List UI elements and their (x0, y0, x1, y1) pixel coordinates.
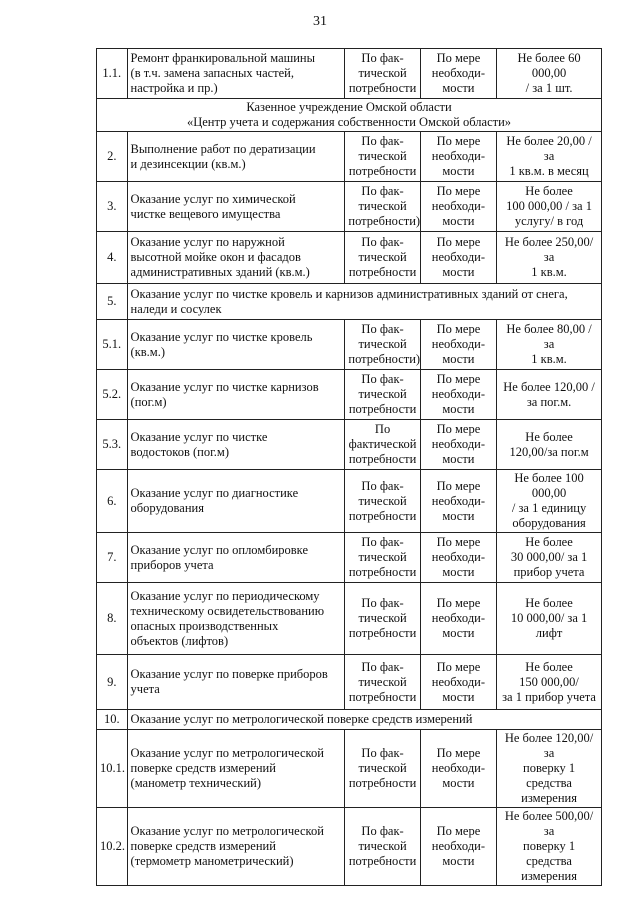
service-frequency-line: необходи- (431, 437, 486, 451)
service-price (497, 182, 602, 232)
service-price-line: 1 кв.м. (531, 352, 567, 366)
service-name-line: Оказание услуг по опломбировке (130, 542, 308, 557)
service-volume-line: По фак- (361, 535, 404, 549)
service-name (127, 370, 345, 420)
organization-name-line: «Центр учета и содержания собственности Омской области» (186, 115, 512, 129)
service-frequency (420, 655, 496, 710)
service-volume (345, 533, 420, 583)
service-name-line: настройка и пр.) (130, 81, 218, 95)
table-row (97, 655, 602, 710)
service-volume (345, 49, 420, 99)
service-volume-line: потребности (348, 265, 417, 279)
service-frequency-line: необходи- (431, 149, 486, 163)
service-volume-line: По фак- (361, 659, 404, 674)
service-name-line: поверке средств измерений (130, 761, 276, 775)
service-frequency (420, 420, 496, 470)
service-name-line: Выполнение работ по дератизации (130, 141, 316, 156)
service-volume-line: потребности (348, 81, 417, 95)
service-frequency-line: необходи- (431, 674, 486, 689)
row-number: 7. (97, 533, 128, 583)
service-volume (345, 583, 420, 655)
service-price (497, 420, 602, 470)
service-volume-line: потребности (348, 452, 417, 466)
service-price-line: измерения (521, 869, 577, 883)
service-price-line: поверку 1 средства (523, 839, 576, 868)
service-name-line: водостоков (пог.м) (130, 444, 229, 459)
services-table (96, 48, 602, 886)
table-row (97, 132, 602, 182)
service-volume-line: По фак- (361, 51, 404, 65)
service-frequency-line: необходи- (431, 337, 486, 351)
service-frequency-line: По мере (436, 535, 481, 549)
service-frequency-line: По мере (436, 824, 481, 838)
service-price-line: поверку 1 средства (523, 761, 576, 790)
service-name-line: учета (130, 682, 160, 696)
service-frequency-line: мости (442, 164, 475, 178)
table-row (97, 370, 602, 420)
service-price-line: Не более 120,00 / (503, 379, 595, 394)
service-frequency-line: необходи- (431, 839, 486, 853)
row-number: 10. (97, 710, 128, 730)
service-price-line: 1 кв.м. (531, 265, 567, 279)
service-volume-line: потребности (348, 508, 417, 523)
table-row (97, 730, 602, 808)
service-frequency-line: По мере (436, 235, 481, 249)
service-volume-line: тической (358, 611, 407, 625)
service-price-line: 10 000,00/ за 1 (510, 611, 588, 625)
service-price-line: Не более (525, 659, 573, 674)
service-name (127, 655, 345, 710)
service-volume-line: тической (358, 387, 407, 401)
service-price (497, 808, 602, 886)
service-price (497, 583, 602, 655)
service-name (127, 730, 345, 808)
service-volume-line: тической (358, 149, 407, 163)
service-frequency-line: По мере (436, 596, 481, 610)
service-price-line: лифт (535, 626, 563, 640)
service-price-line: оборудования (512, 516, 586, 530)
service-volume-line: По фак- (361, 478, 404, 493)
service-frequency-line: мости (442, 452, 475, 466)
service-name-line: (манометр технический) (130, 776, 261, 790)
service-price-line: 120,00/за пог.м (509, 444, 589, 459)
service-price-line: Не более 100 000,00 (514, 471, 584, 500)
service-name-line: поверке средств измерений (130, 839, 276, 853)
service-price-line: / за 1 шт. (525, 81, 573, 95)
service-volume-line: потребности (348, 689, 417, 704)
service-price-line: Не более (525, 535, 573, 549)
service-volume-line: фактической (348, 437, 417, 451)
service-name-line: (в т.ч. замена запасных частей, (130, 66, 294, 80)
service-frequency-line: мости (442, 776, 475, 790)
service-volume-line: потребности (348, 626, 417, 640)
service-price-line: Не более 80,00 / за (506, 322, 592, 351)
service-frequency-line: необходи- (431, 761, 486, 775)
service-volume (345, 470, 420, 533)
service-name (127, 232, 345, 284)
service-volume-line: По фак- (361, 235, 404, 249)
row-number: 4. (97, 232, 128, 284)
table-row (97, 49, 602, 99)
service-frequency-line: мости (442, 402, 475, 416)
service-frequency-line: мости (442, 265, 475, 279)
service-frequency-line: мости (442, 854, 475, 868)
row-number: 5.1. (97, 320, 128, 370)
service-volume-line: По (374, 422, 391, 436)
service-volume-line: По фак- (361, 322, 404, 336)
service-frequency-line: необходи- (431, 611, 486, 625)
service-name (127, 320, 345, 370)
table-row (97, 470, 602, 533)
service-name-line: Оказание услуг по наружной (130, 235, 285, 249)
service-frequency-line: мости (442, 565, 475, 579)
service-price-line: 100 000,00 / за 1 (506, 199, 592, 213)
table-row (97, 533, 602, 583)
service-volume (345, 655, 420, 710)
service-volume-line: потребности (348, 854, 417, 868)
service-volume (345, 730, 420, 808)
service-volume-line: По фак- (361, 134, 404, 148)
service-price (497, 132, 602, 182)
service-price-line: 150 000,00/ (519, 674, 579, 689)
service-name (127, 132, 345, 182)
service-frequency-line: мости (442, 626, 475, 640)
service-volume-line: потребности (348, 565, 417, 579)
service-name-line: (пог.м) (130, 394, 167, 409)
service-price-line: Не более 250,00/ за (504, 235, 594, 264)
section-row (97, 284, 602, 320)
service-frequency (420, 533, 496, 583)
service-frequency (420, 49, 496, 99)
service-volume (345, 320, 420, 370)
service-volume-line: По фак- (361, 372, 404, 386)
service-name (127, 182, 345, 232)
row-number: 1.1. (97, 49, 128, 99)
service-name-line: Ремонт франкировальной машины (130, 51, 316, 65)
service-name-line: приборов учета (130, 557, 214, 572)
service-price (497, 655, 602, 710)
service-frequency (420, 232, 496, 284)
service-frequency-line: По мере (436, 422, 481, 436)
service-volume-line: тической (358, 761, 407, 775)
table-row (97, 420, 602, 470)
service-frequency-line: мости (442, 214, 475, 228)
service-name (127, 420, 345, 470)
service-volume (345, 420, 420, 470)
service-frequency-line: По мере (436, 746, 481, 760)
service-frequency-line: По мере (436, 659, 481, 674)
service-volume-line: тической (358, 839, 407, 853)
service-name-line: Оказание услуг по чистке карнизов (130, 379, 319, 394)
service-frequency (420, 470, 496, 533)
service-price-line: за 1 прибор учета (502, 689, 596, 704)
service-name (127, 583, 345, 655)
service-name-line: оборудования (130, 501, 204, 515)
organization-name-line: Казенное учреждение Омской области (246, 100, 452, 114)
service-price-line: 30 000,00/ за 1 (510, 550, 588, 564)
service-frequency (420, 808, 496, 886)
service-name-line: административных зданий (кв.м.) (130, 265, 310, 279)
service-frequency-line: мости (442, 352, 475, 366)
service-volume-line: По фак- (361, 824, 404, 838)
service-frequency (420, 370, 496, 420)
organization-header-row (97, 99, 602, 132)
service-volume-line: потребности) (348, 214, 421, 228)
service-frequency-line: необходи- (431, 66, 486, 80)
service-frequency (420, 182, 496, 232)
row-number: 10.2. (97, 808, 128, 886)
service-frequency (420, 583, 496, 655)
service-price-line: Не более 120,00/ за (504, 731, 594, 760)
service-name-line: Оказание услуг по метрологической (130, 746, 324, 760)
service-frequency-line: По мере (436, 184, 481, 198)
service-frequency-line: необходи- (431, 387, 486, 401)
service-volume-line: По фак- (361, 746, 404, 760)
service-volume-line: По фак- (361, 184, 404, 198)
service-volume-line: По фак- (361, 596, 404, 610)
service-frequency-line: По мере (436, 372, 481, 386)
service-price (497, 370, 602, 420)
service-name (127, 49, 345, 99)
service-name-line: Оказание услуг по поверке приборов (130, 667, 328, 681)
table-row (97, 182, 602, 232)
table-row (97, 320, 602, 370)
service-frequency-line: необходи- (431, 199, 486, 213)
service-price-line: измерения (521, 791, 577, 805)
service-frequency (420, 730, 496, 808)
service-volume-line: тической (358, 337, 407, 351)
service-volume (345, 182, 420, 232)
row-number: 5.3. (97, 420, 128, 470)
service-frequency-line: необходи- (431, 250, 486, 264)
service-name-line: и дезинсекции (кв.м.) (130, 156, 246, 171)
service-price-line: Не более (525, 184, 573, 198)
service-volume-line: потребности (348, 402, 417, 416)
service-frequency-line: По мере (436, 322, 481, 336)
table-row (97, 808, 602, 886)
service-name-line: (кв.м.) (130, 344, 165, 359)
section-row (97, 710, 602, 730)
section-title-line: Оказание услуг по метрологической поверке средств измерений (130, 712, 473, 726)
service-price-line: Не более 500,00/ за (504, 809, 594, 838)
service-volume-line: потребности) (348, 352, 421, 366)
service-price (497, 232, 602, 284)
service-name-line: (термометр манометрический) (130, 854, 294, 868)
service-name-line: Оказание услуг по диагностике (130, 486, 299, 500)
section-title-line: Оказание услуг по чистке кровель и карнизов административных зданий от снега, (130, 286, 568, 301)
service-name (127, 533, 345, 583)
service-name-line: чистке вещевого имущества (130, 206, 281, 221)
row-number: 6. (97, 470, 128, 533)
service-volume-line: тической (358, 250, 407, 264)
row-number: 10.1. (97, 730, 128, 808)
section-title (127, 284, 601, 320)
service-price-line: Не более 60 000,00 (517, 51, 581, 80)
service-name (127, 470, 345, 533)
page-number: 31 (313, 14, 327, 29)
service-name (127, 808, 345, 886)
service-frequency-line: мости (442, 689, 475, 704)
table-row (97, 583, 602, 655)
service-volume (345, 370, 420, 420)
service-frequency-line: По мере (436, 134, 481, 148)
section-title (127, 710, 601, 730)
service-price-line: за пог.м. (526, 394, 572, 409)
service-name-line: высотной мойке окон и фасадов (130, 250, 301, 264)
row-number: 2. (97, 132, 128, 182)
service-price (497, 320, 602, 370)
service-volume-line: тической (358, 674, 407, 689)
service-price-line: прибор учета (513, 565, 585, 579)
service-name-line: Оказание услуг по периодическому (130, 588, 320, 603)
service-volume (345, 132, 420, 182)
service-name-line: Оказание услуг по метрологической (130, 824, 324, 838)
service-price (497, 730, 602, 808)
service-price-line: Не более (525, 596, 573, 610)
service-name-line: опасных производственных (130, 618, 279, 633)
service-volume-line: тической (358, 199, 407, 213)
row-number: 3. (97, 182, 128, 232)
service-frequency-line: необходи- (431, 493, 486, 508)
service-volume (345, 232, 420, 284)
row-number: 8. (97, 583, 128, 655)
service-price (497, 533, 602, 583)
service-volume-line: тической (358, 493, 407, 508)
service-volume-line: потребности (348, 776, 417, 790)
service-volume-line: тической (358, 550, 407, 564)
service-price-line: 1 кв.м. в месяц (509, 164, 589, 178)
service-frequency (420, 320, 496, 370)
row-number: 9. (97, 655, 128, 710)
service-frequency-line: По мере (436, 51, 481, 65)
table-row (97, 232, 602, 284)
row-number: 5. (97, 284, 128, 320)
service-name-line: Оказание услуг по химической (130, 191, 296, 206)
service-frequency-line: мости (442, 508, 475, 523)
service-frequency (420, 132, 496, 182)
service-name-line: объектов (лифтов) (130, 633, 229, 648)
service-name-line: техническому освидетельствованию (130, 603, 325, 618)
service-frequency-line: необходи- (431, 550, 486, 564)
section-title-line: наледи и сосулек (130, 301, 222, 316)
service-price-line: Не более 20,00 / за (506, 134, 592, 163)
service-name-line: Оказание услуг по чистке кровель (130, 329, 313, 344)
service-name-line: Оказание услуг по чистке (130, 429, 268, 444)
service-volume-line: потребности (348, 164, 417, 178)
service-price (497, 49, 602, 99)
service-price (497, 470, 602, 533)
service-volume-line: тической (358, 66, 407, 80)
service-volume (345, 808, 420, 886)
service-price-line: / за 1 единицу (511, 501, 587, 515)
service-price-line: Не более (525, 429, 573, 444)
service-frequency-line: По мере (436, 478, 481, 493)
organization-name (97, 99, 602, 132)
service-frequency-line: мости (442, 81, 475, 95)
service-price-line: услугу/ в год (514, 214, 584, 228)
row-number: 5.2. (97, 370, 128, 420)
